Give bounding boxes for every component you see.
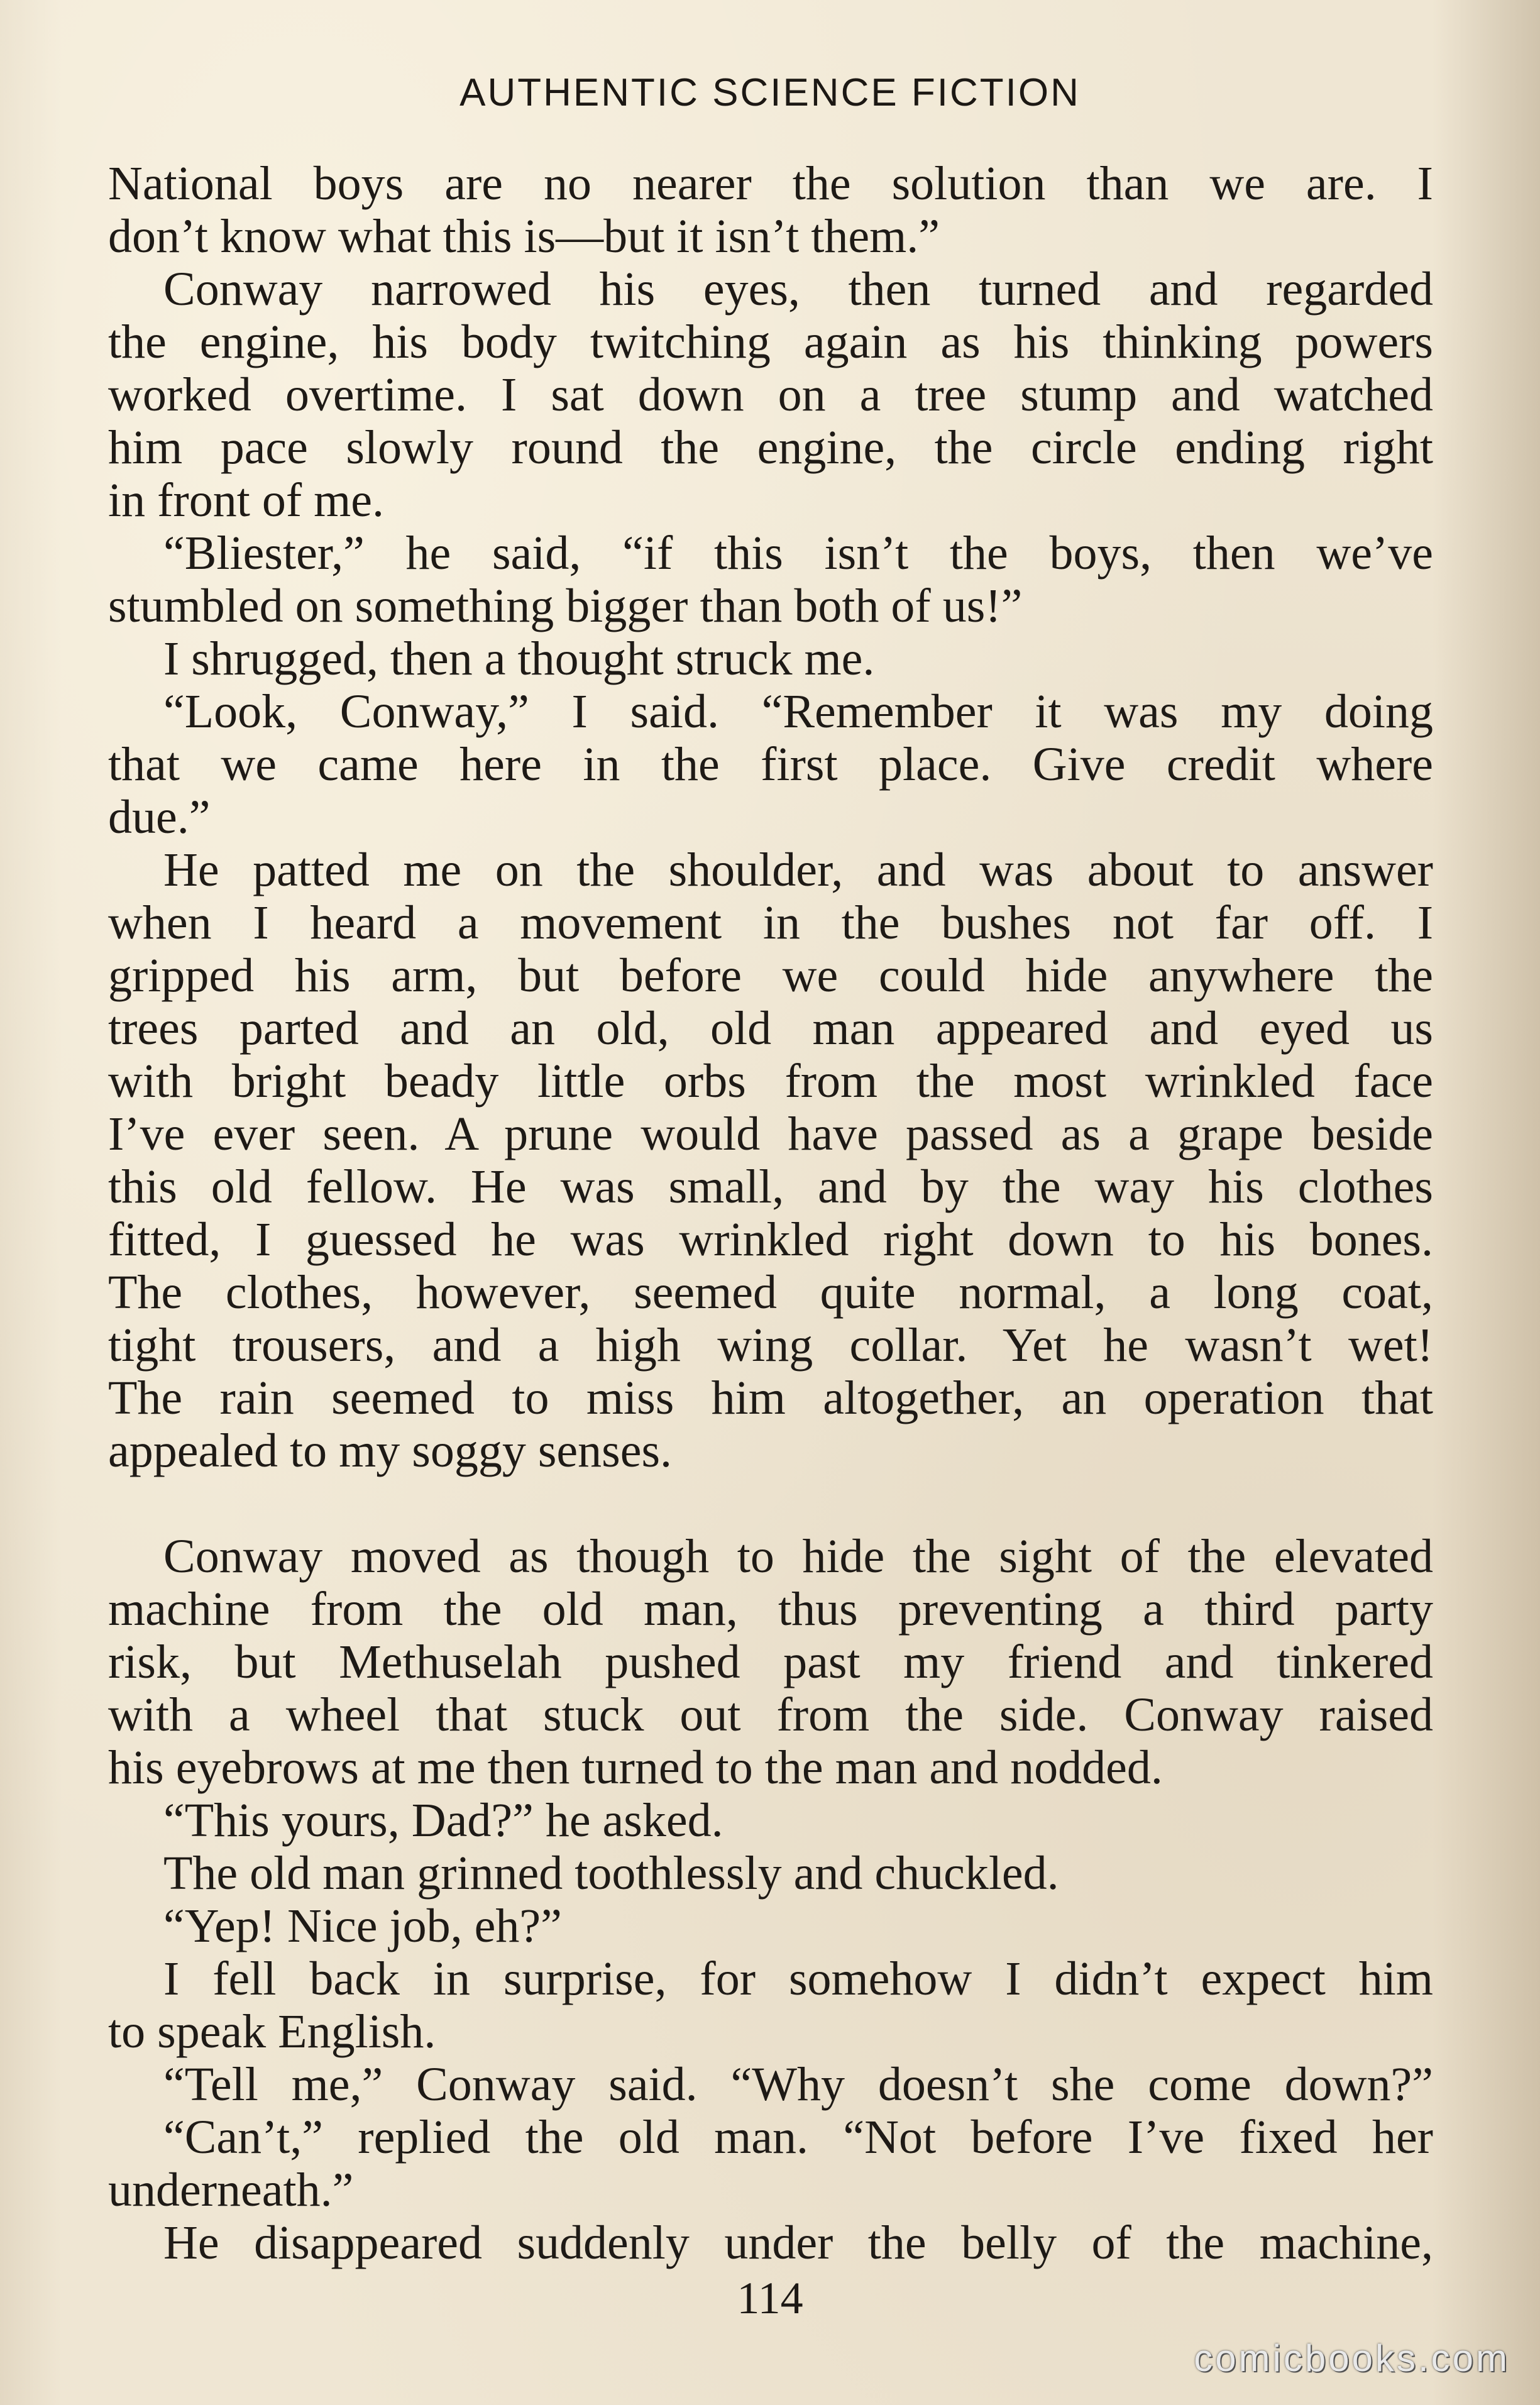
text-line: I fell back in surprise, for somehow I didn’t expect him	[163, 1952, 1433, 2005]
watermark: comicbooks.com	[1194, 2337, 1510, 2379]
text-line: National boys are no nearer the solution than we are. I	[108, 157, 1433, 210]
running-head: AUTHENTIC SCIENCE FICTION	[459, 71, 1081, 114]
text-line: machine from the old man, thus preventing a third party	[108, 1583, 1433, 1636]
text-line: The clothes, however, seemed quite normal, a long coat,	[108, 1266, 1433, 1319]
page-number: 114	[737, 2273, 803, 2323]
text-line: the engine, his body twitching again as his thinking powers	[108, 316, 1433, 368]
text-line: worked overtime. I sat down on a tree stump and watched	[108, 368, 1433, 421]
text-line: don’t know what this is—but it isn’t them.”	[108, 210, 940, 263]
text-line: Conway moved as though to hide the sight of the elevated	[163, 1530, 1433, 1583]
text-line: Conway narrowed his eyes, then turned and regarded	[163, 263, 1433, 316]
text-line: to speak English.	[108, 2005, 436, 2058]
text-line: with a wheel that stuck out from the side. Conway raised	[108, 1688, 1433, 1741]
text-line: in front of me.	[108, 474, 385, 527]
text-line: that we came here in the first place. Give credit where	[108, 738, 1433, 791]
text-line: risk, but Methuselah pushed past my friend and tinkered	[108, 1636, 1433, 1688]
text-line: “Tell me,” Conway said. “Why doesn’t she come down?”	[163, 2058, 1433, 2111]
body-text	[108, 157, 1433, 2269]
text-line: when I heard a movement in the bushes not far off. I	[108, 896, 1433, 949]
text-line: He disappeared suddenly under the belly of the machine,	[163, 2216, 1433, 2269]
text-line: I’ve ever seen. A prune would have passed as a grape beside	[108, 1108, 1433, 1160]
text-line: “This yours, Dad?” he asked.	[163, 1794, 723, 1847]
text-line: The rain seemed to miss him altogether, an operation that	[108, 1372, 1433, 1424]
text-line: He patted me on the shoulder, and was about to answer	[163, 844, 1433, 896]
text-line: appealed to my soggy senses.	[108, 1424, 673, 1477]
text-line: I shrugged, then a thought struck me.	[163, 632, 875, 685]
text-line: trees parted and an old, old man appeared and eyed us	[108, 1002, 1433, 1055]
text-line: fitted, I guessed he was wrinkled right down to his bones.	[108, 1213, 1433, 1266]
text-line: his eyebrows at me then turned to the man and nodded.	[108, 1741, 1163, 1794]
text-line: him pace slowly round the engine, the circle ending right	[108, 421, 1433, 474]
text-line: underneath.”	[108, 2164, 354, 2216]
text-line: “Yep! Nice job, eh?”	[163, 1900, 562, 1952]
text-line: due.”	[108, 791, 211, 844]
text-line: with bright beady little orbs from the most wrinkled face	[108, 1055, 1433, 1108]
section-break	[108, 1477, 1433, 1530]
text-line: this old fellow. He was small, and by the way his clothes	[108, 1160, 1433, 1213]
text-line: “Can’t,” replied the old man. “Not before I’ve fixed her	[163, 2111, 1433, 2164]
text-line: “Look, Conway,” I said. “Remember it was my doing	[163, 685, 1433, 738]
text-line: “Bliester,” he said, “if this isn’t the boys, then we’ve	[163, 527, 1433, 580]
text-line: gripped his arm, but before we could hide anywhere the	[108, 949, 1433, 1002]
text-line: tight trousers, and a high wing collar. Yet he wasn’t wet!	[108, 1319, 1433, 1372]
text-line: The old man grinned toothlessly and chuckled.	[163, 1847, 1059, 1900]
text-line: stumbled on something bigger than both of us!”	[108, 580, 1023, 632]
